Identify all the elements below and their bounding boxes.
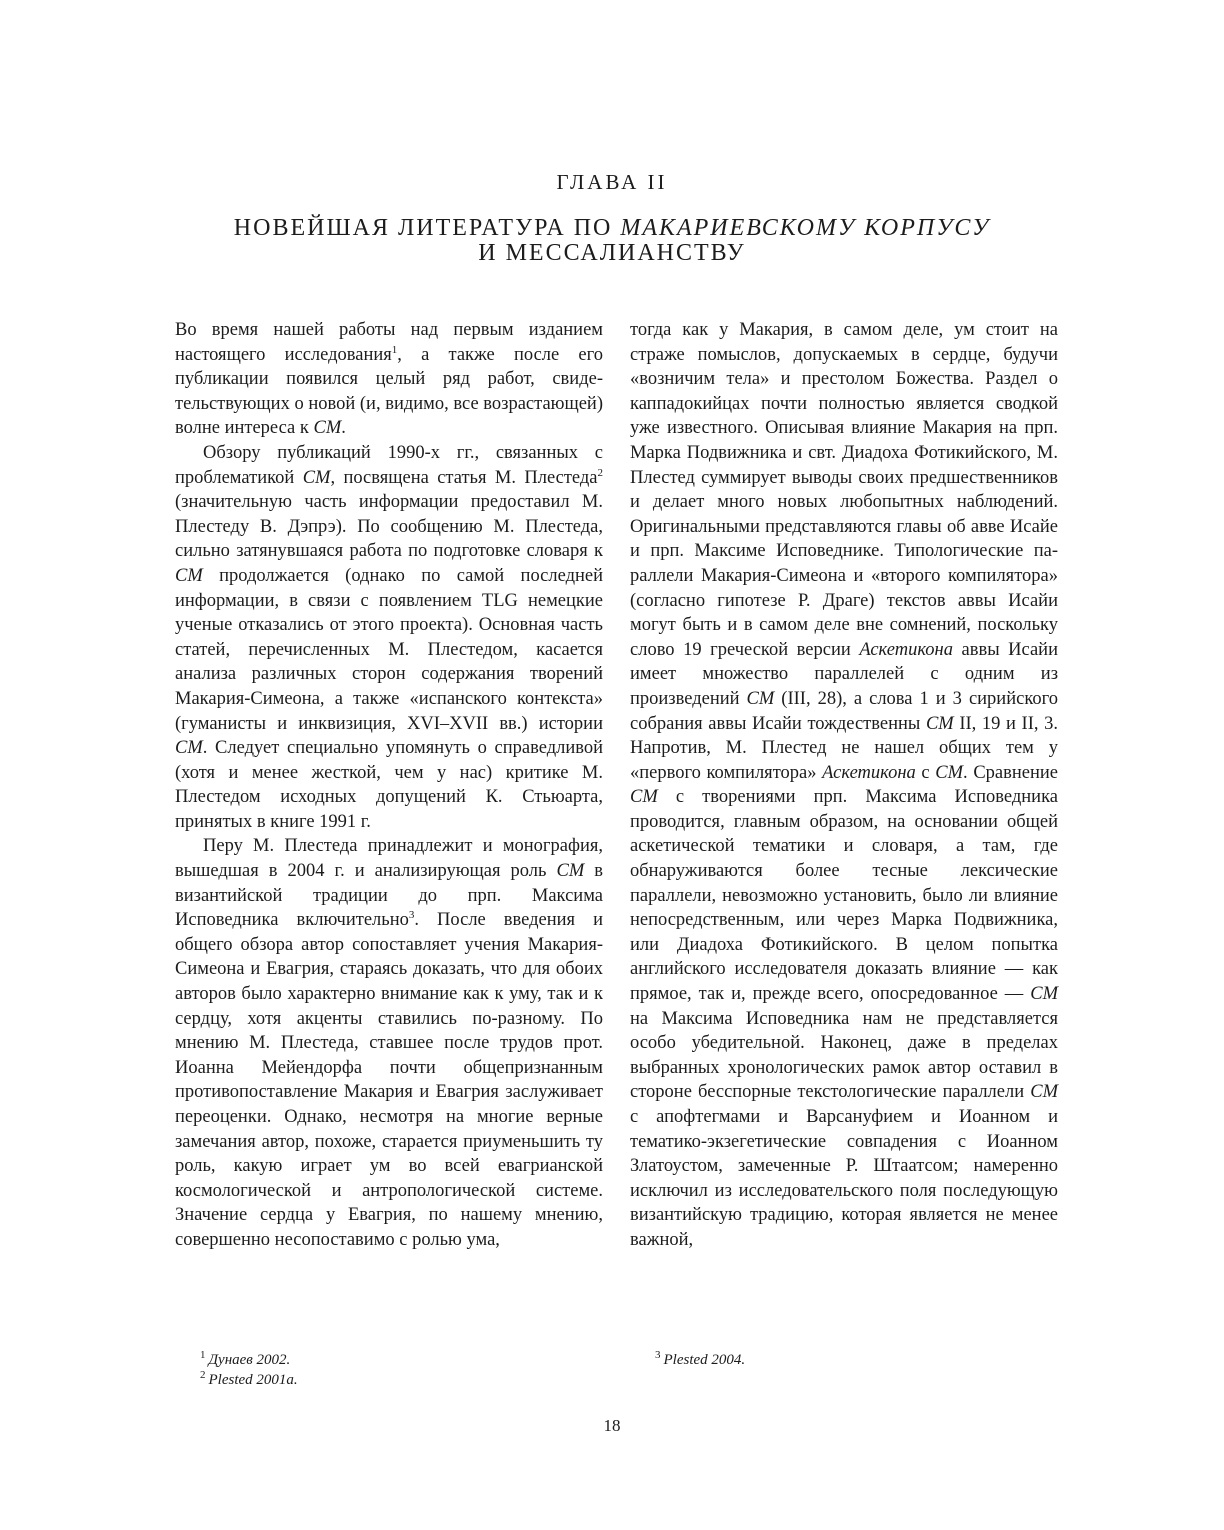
- chapter-title-part1: НОВЕЙШАЯ ЛИТЕРАТУРА ПО: [233, 215, 621, 241]
- paragraph-2: Обзору публикаций 1990-х гг., связанных с проблематикой СМ, посвящена статья М. Плестеда$^2$ (значительную часть информации предоставил М. Плестеду В. Дэпрэ). По сообщению М. Плестеда, сильно затянувшаяся работа по подготовке словаря к СМ продолжается (однако по самой последней информации, в связи с появлением TLG немецкие ученые отказались от этого проекта). Основная часть статей, перечисленных М. Плестедом, касается анализа различных сторон содержания творений Макария-Симеона, а также «испанского контекста» (гуманисты и инквизиция, XVI–XVII вв.) истории СМ. Следует специально упомянуть о справедливой (хотя и менее жесткой, чем у нас) критике М. Плестедом исходных допущений К. Стьюарта, принятых в книге 1991 г.: [175, 442, 604, 832]
- footnote-1: $^1$ Дунаев 2002.: [200, 1349, 291, 1368]
- chapter-title-part2: И МЕССАЛИАНСТВУ: [478, 240, 746, 266]
- paragraph-1: Во время нашей работы над первым изданием настоящего исследования$^1$, а также после его публикации появился целый ряд работ, свидетельствующих о новой (и, видимо, все возрастающей) волне интереса к СМ.: [175, 320, 603, 439]
- chapter-title: [0, 216, 1224, 266]
- chapter-label: ГЛАВА II: [556, 170, 668, 194]
- page-number: 18: [603, 1416, 621, 1435]
- footnote-ref-2[interactable]: 2: [597, 466, 604, 479]
- footnote-ref-3[interactable]: 3: [408, 909, 415, 922]
- right-column: [630, 318, 1058, 1253]
- left-column: [175, 318, 603, 1253]
- paragraph-3: Перу М. Плестеда принадлежит и монография, вышедшая в 2004 г. и анализирующая роль СМ в византийской традиции до прп. Максима Исповедника включительно$^3$. После введения и общего обзора автор сопоставляет учения Макария-Симеона и Евагрия, стараясь доказать, что для обоих авторов было характерно внимание как к уму, так и к сердцу, хотя акценты ставились по-разному. По мнению М. Плестеда, ставшее после трудов прот. Иоанна Мейендорфа почти общепризнанным противопоставление Макария и Евагрия заслуживает переоценки. Однако, несмотря на многие верные замечания автор, похоже, старается приуменьшить ту роль, какую играет ум во всей евагрианской космологической и антропологической системе. Значение сердца у Евагрия, по нашему мнению, совершенно несопоставимо с ролью ума,: [175, 836, 603, 1250]
- footnote-3: $^3$ Plested 2004.: [655, 1349, 746, 1368]
- footnotes-right: [655, 1350, 1035, 1370]
- footnote-ref-1[interactable]: 1: [391, 343, 398, 356]
- footnote-2: $^2$ Plested 2001a.: [200, 1369, 298, 1388]
- chapter-title-italic: МАКАРИЕВСКОМУ КОРПУСУ: [620, 215, 991, 241]
- footnotes-left: [200, 1350, 580, 1390]
- paragraph-continued: тогда как у Макария, в самом деле, ум стоит на страже помыслов, допускаемых в сердце, будучи «возничим тела» и престолом Божества. Раздел о каппадокийцах почти полностью является сводкой уже известного. Описывая влияние Макария на прп. Марка Подвижника и свт. Диадоха Фотикийского, М. Плестед суммирует выводы своих предшественников и делает много новых любопытных наблюдений. Оригинальными представляются главы об авве Исайе и прп. Максиме Исповеднике. Типологические параллели Макария-Симеона и «второго компилятора» (согласно гипотезе Р. Драге) текстов аввы Исайи могут быть и в самом деле вне сомнений, поскольку слово 19 греческой версии Аскетикона аввы Исайи имеет множество параллелей с одним из произведений СМ (III, 28), а слова 1 и 3 сирийского собрания аввы Исайи тождественны СМ II, 19 и II, 3. Напротив, М. Плестед не нашел общих тем у «первого компилятора» Аскетикона с СМ. Сравнение СМ с творениями прп. Максима Исповедника проводится, главным образом, на основании общей аскетической тематики и словаря, а там, где обнаруживаются более тесные лексические параллели, невозможно установить, было ли влияние непосредственным, или через Марка Подвижника, или Диадоха Фотикийского. В целом попытка английского исследователя доказать влияние — как прямое, так и, прежде всего, опосредованное — СМ на Максима Исповедника нам не представляется особо убедительной. Наконец, даже в пределах выбранных хронологических рамок автор оставил в стороне бесспорные текстологические параллели СМ с апофтегмами и Варсануфием и Иоанном и тематико-экзегетические совпадения с Иоанном Златоустом, замеченные Р. Штаатсом; намеренно исключил из исследовательского поля последующую византийскую традицию, которая является не менее важной,: [630, 320, 1058, 1250]
